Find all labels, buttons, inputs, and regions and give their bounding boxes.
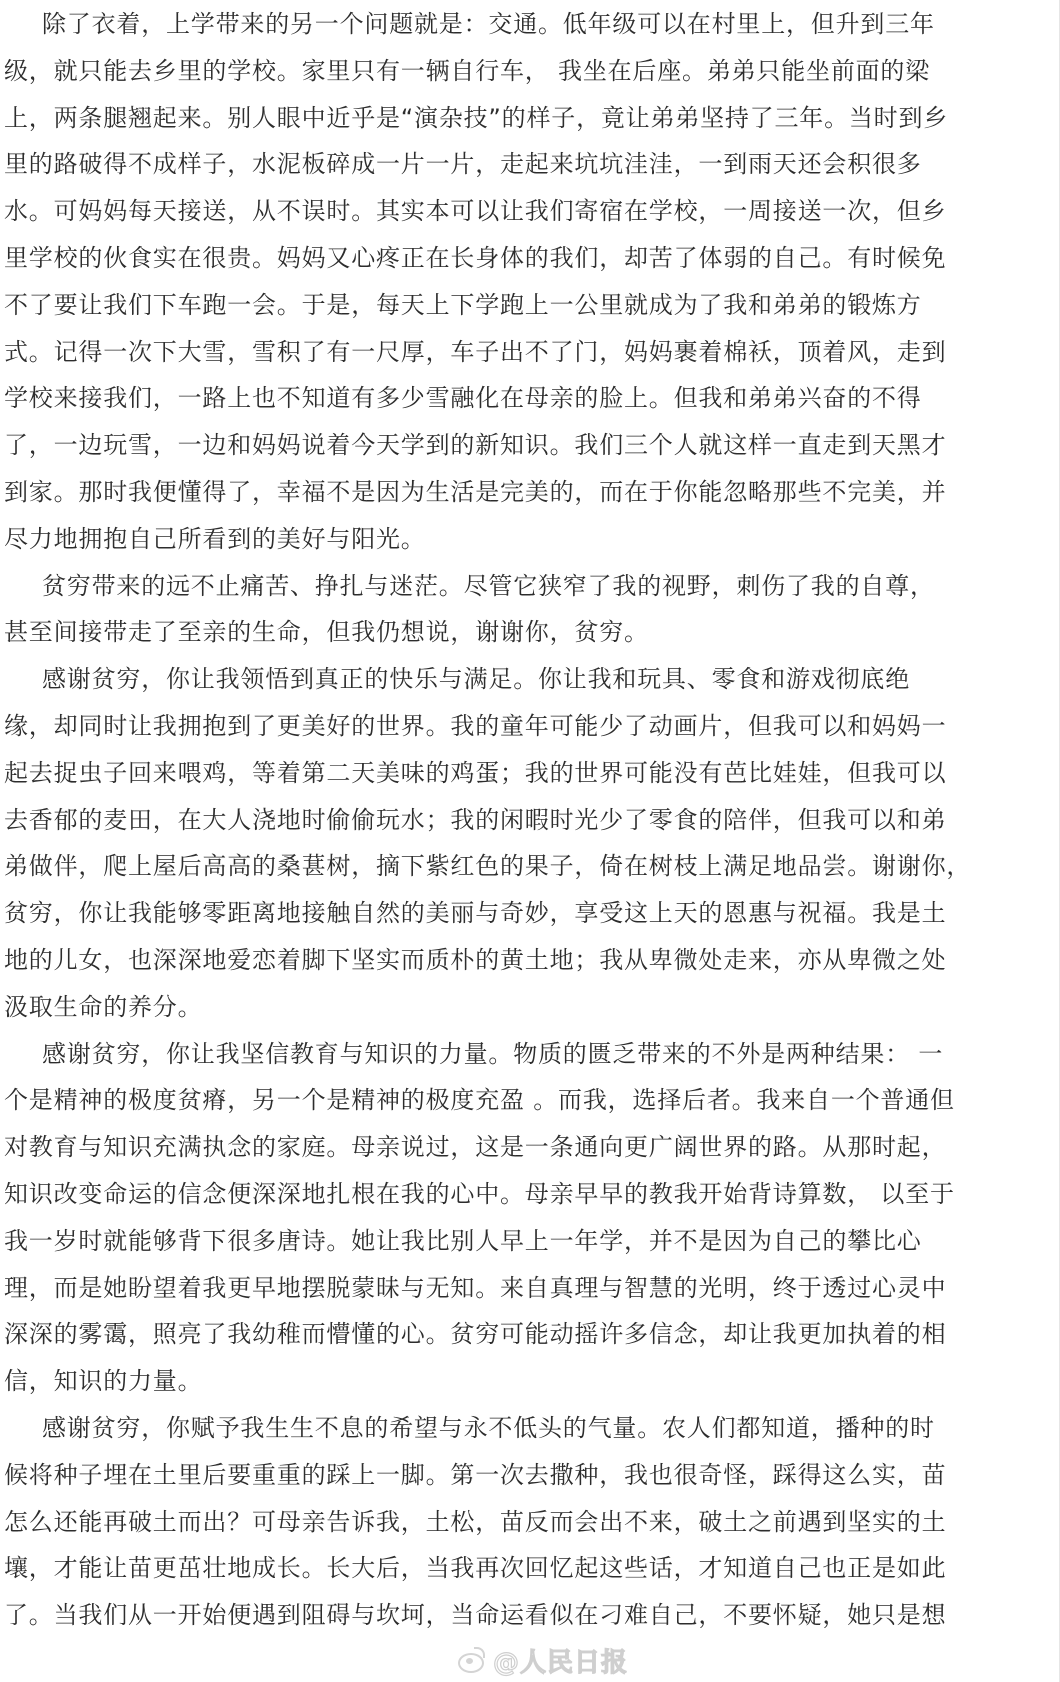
text-line: 到家。那时我便懂得了，幸福不是因为生活是完美的，而在于你能忽略那些不完美，并 [4, 477, 947, 506]
text-line: 尽力地拥抱自己所看到的美好与阳光。 [4, 524, 426, 553]
text-line: 水。可妈妈每天接送，从不误时。其实本可以让我们寄宿在学校，一周接送一次，但乡 [4, 197, 947, 226]
text-line: 个是精神的极度贫瘠，另一个是精神的极度充盈 。而我，选择后者。我来自一个普通但 [4, 1086, 955, 1115]
text-line: 去香郁的麦田，在大人浇地时偷偷玩水；我的闲暇时光少了零食的陪伴，但我可以和弟 [4, 805, 947, 834]
text-line: 级，就只能去乡里的学校。家里只有一辆自行车， 我坐在后座。弟弟只能坐前面的梁 [4, 56, 931, 85]
watermark [455, 1640, 628, 1680]
text-line: 知识改变命运的信念便深深地扎根在我的心中。母亲早早的教我开始背诗算数， 以至于 [4, 1179, 955, 1208]
text-line: 地的儿女，也深深地爱恋着脚下坚实而质朴的黄土地；我从卑微处走来，亦从卑微之处 [4, 945, 947, 974]
text-line: 怎么还能再破土而出？可母亲告诉我，土松，苗反而会出不来，破土之前遇到坚实的土 [4, 1507, 947, 1536]
text-line: 除了衣着，上学带来的另一个问题就是：交通。低年级可以在村里上，但升到三年 [42, 10, 935, 38]
text-line: 贫穷带来的远不止痛苦、挣扎与迷茫。尽管它狭窄了我的视野，刺伤了我的自尊， [42, 571, 935, 600]
text-line: 学校来接我们，一路上也不知道有多少雪融化在母亲的脸上。但我和弟弟兴奋的不得 [4, 384, 922, 413]
text-line: 对教育与知识充满执念的家庭。母亲说过，这是一条通向更广阔世界的路。从那时起， [4, 1133, 947, 1162]
text-line: 贫穷，你让我能够零距离地接触自然的美丽与奇妙，享受这上天的恩惠与祝福。我是土 [4, 899, 947, 928]
text-line: 上，两条腿翘起来。别人眼中近乎是“演杂技”的样子，竟让弟弟坚持了三年。当时到乡 [4, 103, 949, 132]
text-line: 里的路破得不成样子，水泥板碎成一片一片，走起来坑坑洼洼，一到雨天还会积很多 [4, 150, 922, 179]
text-line: 感谢贫穷，你让我坚信教育与知识的力量。物质的匮乏带来的不外是两种结果： 一 [42, 1039, 944, 1068]
text-line: 汲取生命的养分。 [4, 992, 203, 1021]
text-line: 壤，才能让苗更茁壮地成长。长大后，当我再次回忆起这些话，才知道自己也正是如此 [4, 1554, 947, 1583]
text-line: 深深的雾霭，照亮了我幼稚而懵懂的心。贫穷可能动摇许多信念，却让我更加执着的相 [4, 1320, 947, 1349]
text-line: 我一岁时就能够背下很多唐诗。她让我比别人早上一年学，并不是因为自己的攀比心 [4, 1226, 922, 1255]
text-line: 不了要让我们下车跑一会。于是，每天上下学跑上一公里就成为了我和弟弟的锻炼方 [4, 290, 922, 319]
text-line: 弟做伴，爬上屋后高高的桑葚树，摘下紫红色的果子，倚在树枝上满足地品尝。谢谢你， [4, 852, 972, 881]
text-line: 感谢贫穷，你赋予我生生不息的希望与永不低头的气量。农人们都知道，播种的时 [42, 1413, 935, 1442]
text-line: 式。记得一次下大雪，雪积了有一尺厚，车子出不了门，妈妈裹着棉袄，顶着风，走到 [4, 337, 947, 366]
text-line: 里学校的伙食实在很贵。妈妈又心疼正在长身体的我们，却苦了体弱的自己。有时候免 [4, 243, 947, 272]
text-line: 候将种子埋在土里后要重重的踩上一脚。第一次去撒种，我也很奇怪，踩得这么实，苗 [4, 1460, 947, 1489]
text-line: 缘，却同时让我拥抱到了更美好的世界。我的童年可能少了动画片，但我可以和妈妈一 [4, 711, 947, 740]
text-line: 信，知识的力量。 [4, 1367, 203, 1396]
text-line: 甚至间接带走了至亲的生命，但我仍想说，谢谢你，贫穷。 [4, 618, 649, 647]
article-body [4, 1, 1036, 1639]
text-line: 起去捉虫子回来喂鸡，等着第二天美味的鸡蛋；我的世界可能没有芭比娃娃，但我可以 [4, 758, 947, 787]
text-line: 理，而是她盼望着我更早地摆脱蒙昧与无知。来自真理与智慧的光明，终于透过心灵中 [4, 1273, 947, 1302]
watermark-text: @人民日报 [493, 1647, 629, 1678]
text-line: 了，一边玩雪，一边和妈妈说着今天学到的新知识。我们三个人就这样一直走到天黑才 [4, 431, 947, 460]
weibo-icon [455, 1647, 485, 1673]
text-line: 感谢贫穷，你让我领悟到真正的快乐与满足。你让我和玩具、零食和游戏彻底绝 [42, 665, 910, 694]
text-line: 了。当我们从一开始便遇到阻碍与坎坷，当命运看似在刁难自己，不要怀疑，她只是想 [4, 1601, 947, 1630]
